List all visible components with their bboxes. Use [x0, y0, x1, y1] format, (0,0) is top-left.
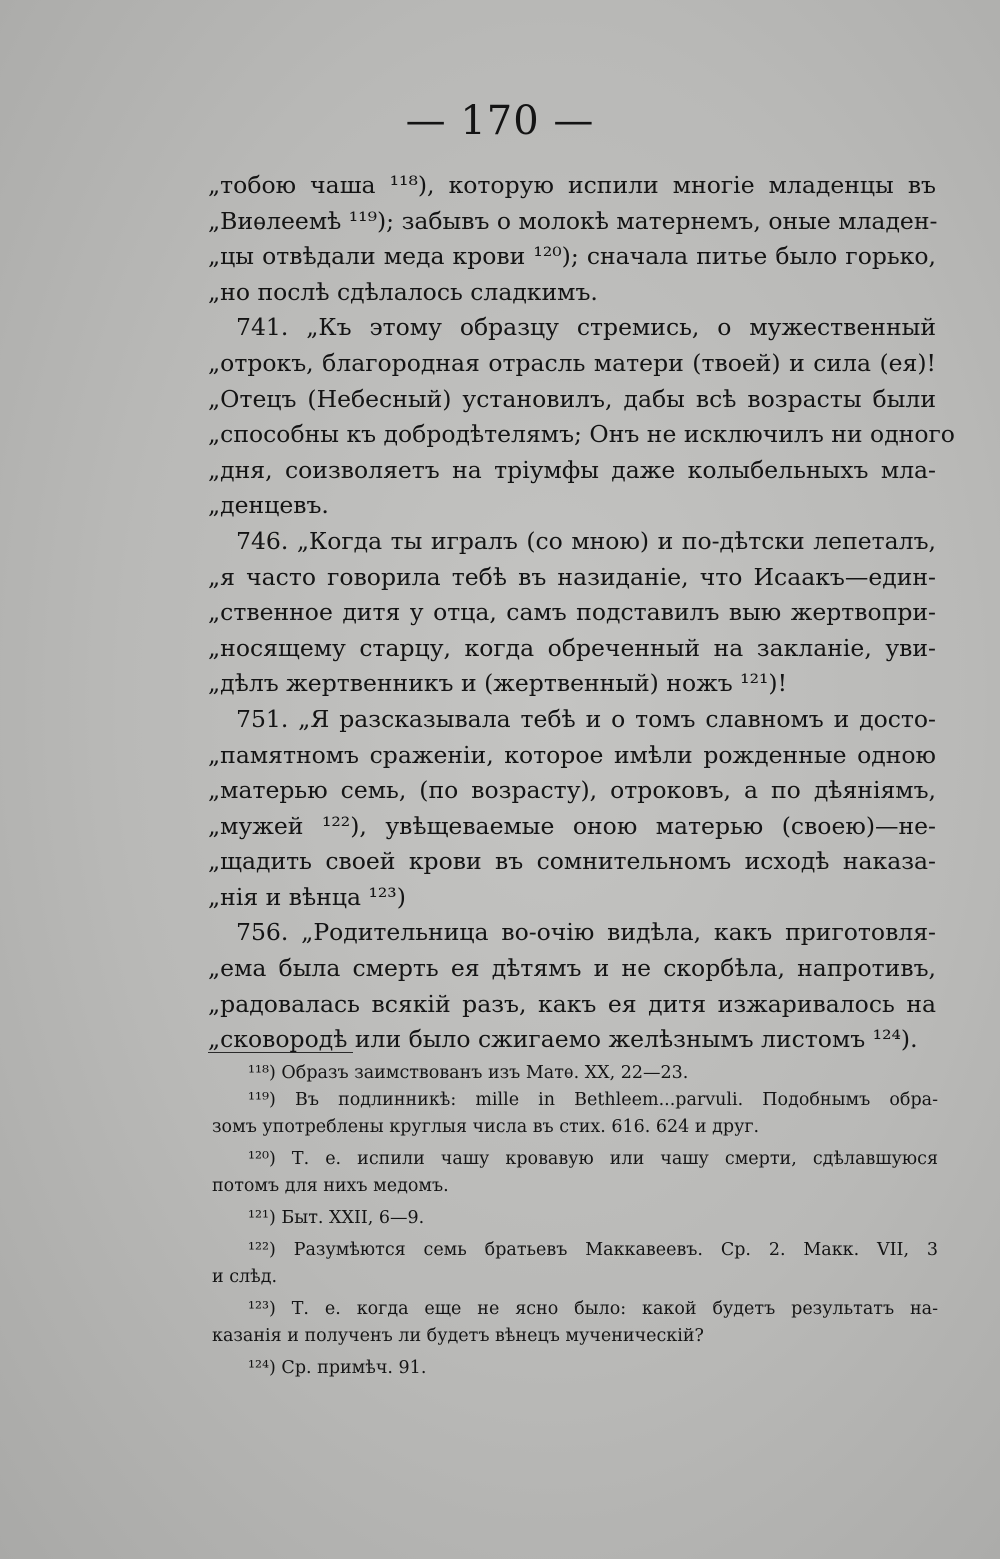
footnote-line: ¹²³) Т. е. когда еще не ясно было: какой будетъ результатъ на- [248, 1299, 938, 1319]
text-line: „дня, соизволяетъ на тріумфы даже колыбельныхъ мла- [208, 455, 936, 484]
footnote-line: казанія и полученъ ли будетъ вѣнецъ мученическій? [212, 1326, 704, 1346]
main-text [208, 168, 955, 1058]
text-line: „ственное дитя у отца, самъ подставилъ выю жертвопри- [208, 598, 936, 627]
text-line: 756. „Родительница во-очію видѣла, какъ приготовля- [236, 918, 936, 947]
page-number: — 170 — [405, 98, 595, 144]
text-line: „ема была смерть ея дѣтямъ и не скорбѣла, напротивъ, [208, 954, 936, 983]
text-line: 746. „Когда ты игралъ (со мною) и по-дѣтски лепеталъ, [236, 526, 936, 555]
footnote-line: ¹¹⁹) Въ подлинникѣ: mille in Bethleem...parvuli. Подобнымъ обра- [248, 1090, 938, 1110]
text-line: „памятномъ сраженіи, которое имѣли рожденные одною [208, 740, 936, 769]
footnote-line: зомъ употреблены круглыя числа въ стих. 616. 624 и друг. [212, 1117, 760, 1137]
text-line: „дѣлъ жертвенникъ и (жертвенный) ножъ ¹²¹)! [208, 669, 788, 698]
footnote-line: ¹¹⁸) Образъ заимствованъ изъ Матѳ. XX, 22—23. [248, 1063, 689, 1083]
text-line: „носящему старцу, когда обреченный на закланіе, уви- [208, 633, 936, 662]
text-line: „нія и вѣнца ¹²³) [208, 882, 406, 911]
footnote-divider [208, 1052, 353, 1053]
text-line: „я часто говорила тебѣ въ назиданіе, что Исаакъ—един- [208, 562, 936, 591]
text-line: 741. „Къ этому образцу стремись, о мужественный [236, 313, 936, 342]
footnotes [212, 1060, 938, 1382]
text-line: „но послѣ сдѣлалось сладкимъ. [208, 277, 598, 306]
footnote-line: потомъ для нихъ медомъ. [212, 1176, 449, 1196]
text-line: „Отецъ (Небесный) установилъ, дабы всѣ возрасты были [208, 384, 936, 413]
text-line: „матерью семь, (по возрасту), отроковъ, а по дѣяніямъ, [208, 776, 936, 805]
text-line: 751. „Я разсказывала тебѣ и о томъ славномъ и досто- [236, 704, 936, 733]
text-line: „отрокъ, благородная отрасль матери (твоей) и сила (ея)! [208, 348, 936, 377]
text-line: „Виѳлеемѣ ¹¹⁹); забывъ о молокѣ матернемъ, оные младен- [208, 206, 938, 235]
footnote-line: и слѣд. [212, 1267, 278, 1287]
text-line: „денцевъ. [208, 491, 329, 520]
text-line: „способны къ добродѣтелямъ; Онъ не исключилъ ни одного [208, 420, 955, 449]
footnote-line: ¹²⁴) Ср. примѣч. 91. [248, 1358, 427, 1378]
footnote-line: ¹²¹) Быт. XXII, 6—9. [248, 1208, 425, 1228]
footnote-line: ¹²⁰) Т. е. испили чашу кровавую или чашу смерти, сдѣлавшуюся [248, 1149, 938, 1169]
footnote-line: ¹²²) Разумѣются семь братьевъ Маккавеевъ. Ср. 2. Макк. VII, 3 [248, 1240, 938, 1260]
text-line: „радовалась всякій разъ, какъ ея дитя изжаривалось на [208, 989, 936, 1018]
text-line: „мужей ¹²²), увѣщеваемые оною матерью (своею)—не- [208, 811, 936, 840]
text-line: „щадить своей крови въ сомнительномъ исходѣ наказа- [208, 847, 936, 876]
text-line: „цы отвѣдали меда крови ¹²⁰); сначала питье было горько, [208, 242, 936, 271]
text-line: „сковородѣ или было сжигаемо желѣзнымъ листомъ ¹²⁴). [208, 1025, 918, 1054]
text-line: „тобою чаша ¹¹⁸), которую испили многіе младенцы въ [208, 171, 936, 199]
